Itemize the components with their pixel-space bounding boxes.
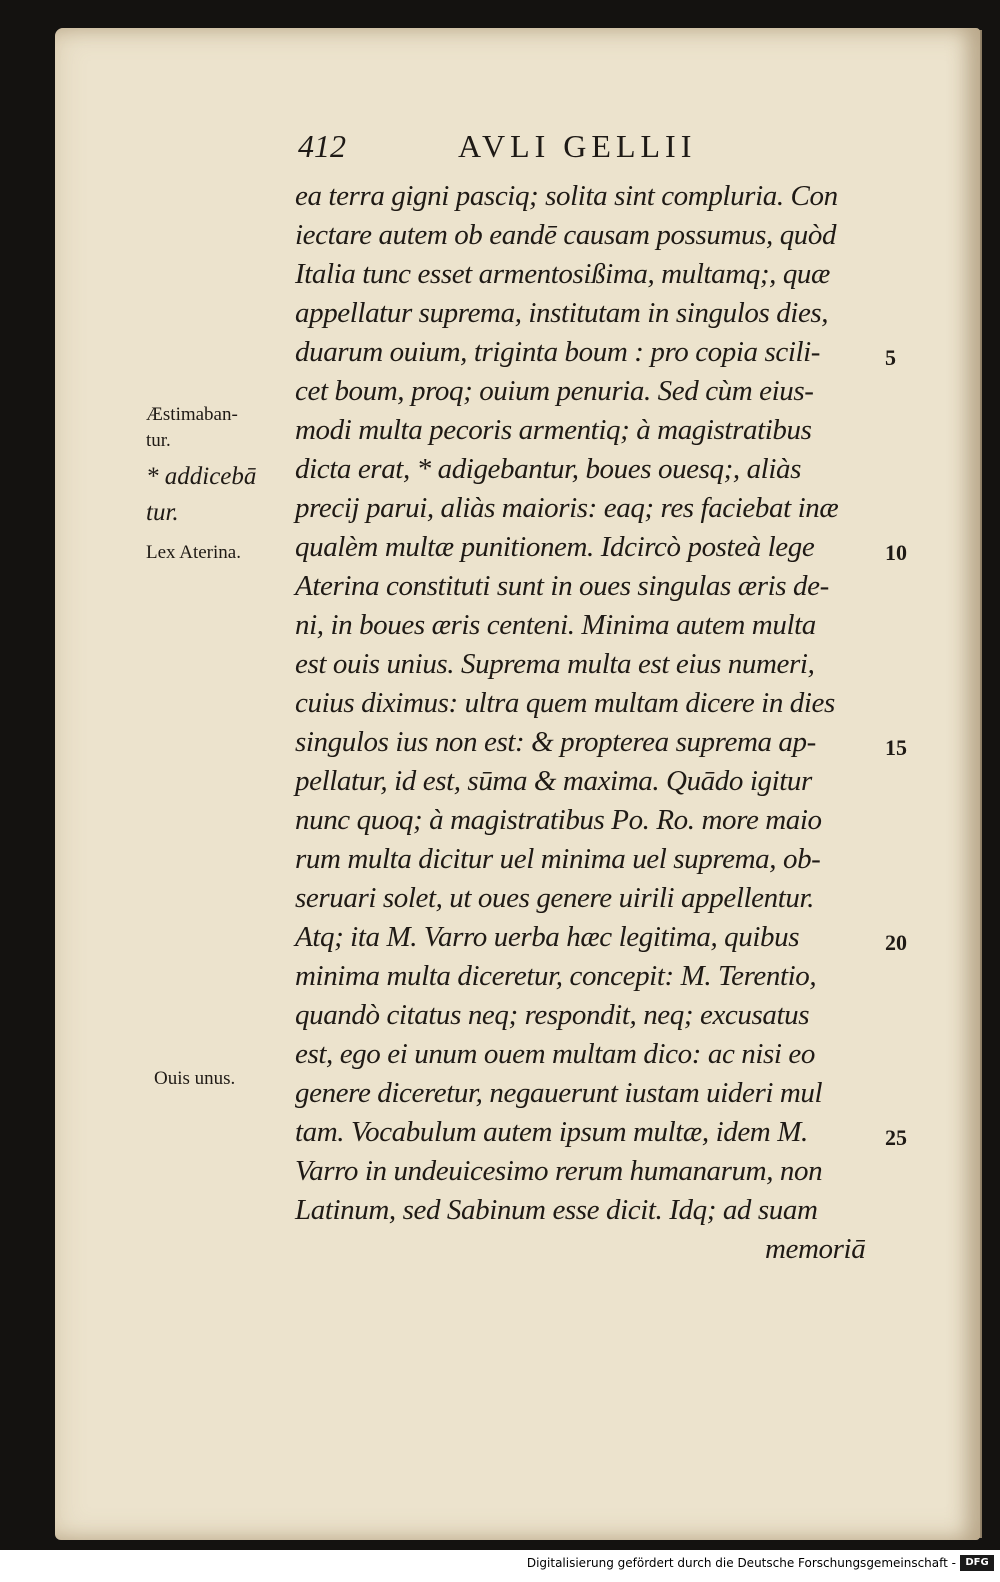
- text-line: minima multa diceretur, concepit: M. Terentio,: [295, 960, 817, 992]
- running-title: AVLI GELLII: [458, 128, 697, 164]
- dfg-logo-icon: DFG: [960, 1555, 994, 1571]
- marginal-note: Æstimaban-: [146, 404, 238, 425]
- text-line: est ouis unius. Suprema multa est eius numeri,: [295, 648, 815, 680]
- digitization-footer: [0, 1550, 1000, 1582]
- running-head: [298, 128, 798, 168]
- text-line: cuius diximus: ultra quem multam dicere in dies: [295, 687, 835, 719]
- text-line: duarum ouium, triginta boum : pro copia scili-: [295, 336, 821, 368]
- text-line: nunc quoq; à magistratibus Po. Ro. more maio: [295, 804, 822, 836]
- page-number: 412: [298, 128, 346, 164]
- marginal-note: Lex Aterina.: [146, 542, 241, 563]
- text-line: appellatur suprema, institutam in singulos dies,: [295, 297, 829, 329]
- text-line: modi multa pecoris armentiq; à magistratibus: [295, 414, 812, 446]
- text-line: Latinum, sed Sabinum esse dicit. Idq; ad suam: [295, 1194, 818, 1226]
- text-line: quandò citatus neq; respondit, neq; excusatus: [295, 999, 810, 1031]
- marginal-note: Ouis unus.: [154, 1068, 236, 1089]
- text-line: genere diceretur, negauerunt iustam uideri mul: [295, 1077, 823, 1109]
- catchword: memoriā: [765, 1233, 866, 1265]
- text-line: Atq; ita M. Varro uerba hæc legitima, quibus: [295, 921, 800, 953]
- footer-credit: Digitalisierung gefördert durch die Deutsche Forschungsgemeinschaft -: [526, 1556, 956, 1570]
- line-number: 15: [885, 735, 907, 760]
- text-line: iectare autem ob eandē causam possumus, quòd: [295, 219, 837, 251]
- text-line: qualèm multæ punitionem. Idcircò posteà lege: [295, 531, 815, 563]
- text-line: precij parui, aliàs maioris: eaq; res faciebat inæ: [295, 492, 839, 524]
- marginal-note: tur.: [146, 430, 171, 451]
- text-line: Italia tunc esset armentosißima, multamq;, quæ: [295, 258, 830, 290]
- text-line: dicta erat, * adigebantur, boues ouesq;, aliàs: [295, 453, 801, 485]
- text-line: Varro in undeuicesimo rerum humanarum, non: [295, 1155, 823, 1187]
- marginal-note: tur.: [146, 499, 179, 526]
- text-line: tam. Vocabulum autem ipsum multæ, idem M.: [295, 1116, 808, 1148]
- text-line: rum multa dicitur uel minima uel suprema, ob-: [295, 843, 821, 875]
- text-line: ea terra gigni pasciq; solita sint compluria. Con: [295, 180, 838, 212]
- marginal-note: * addicebā: [146, 463, 257, 490]
- text-line: est, ego ei unum ouem multam dico: ac nisi eo: [295, 1038, 816, 1070]
- text-line: singulos ius non est: & propterea suprema ap-: [295, 726, 816, 758]
- text-line: cet boum, proq; ouium penuria. Sed cùm eius-: [295, 375, 814, 407]
- line-number: 5: [885, 345, 896, 370]
- text-line: Aterina constituti sunt in oues singulas æris de-: [295, 570, 829, 602]
- text-line: seruari solet, ut oues genere uirili appellentur.: [295, 882, 814, 914]
- text-line: pellatur, id est, sūma & maxima. Quādo igitur: [295, 765, 812, 797]
- text-line: ni, in boues æris centeni. Minima autem multa: [295, 609, 816, 641]
- line-number: 25: [885, 1125, 907, 1150]
- line-number: 10: [885, 540, 907, 565]
- line-number: 20: [885, 930, 907, 955]
